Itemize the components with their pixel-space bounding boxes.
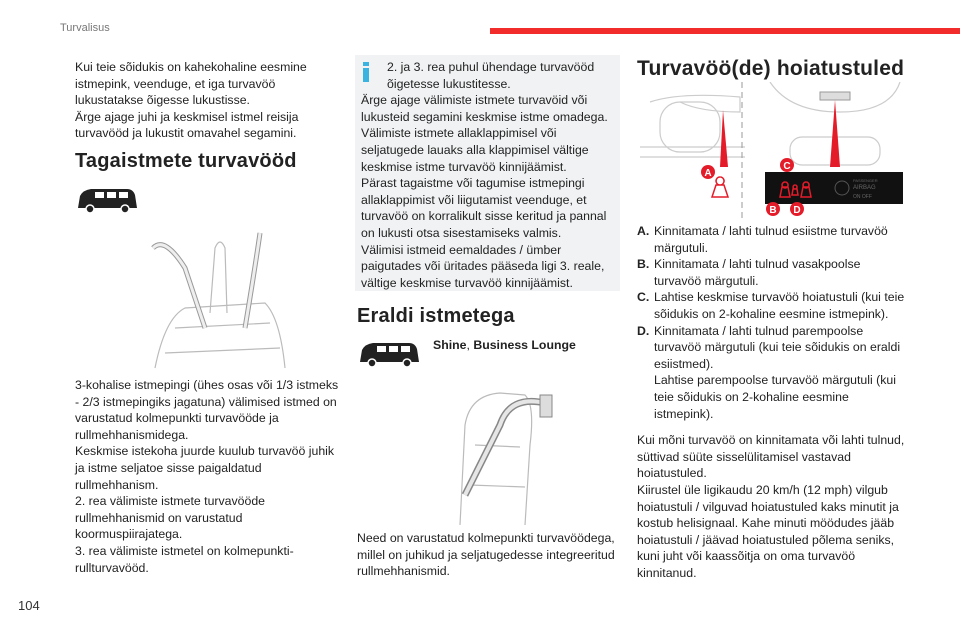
paragraph: Kui teie sõidukis on kahekohaline eesmine istmepink, veenduge, et iga turvavöö lukustatakse õigesse lukustisse.: [75, 60, 307, 108]
panel-label: AIRBAG: [853, 185, 876, 191]
info-text: Ärge ajage välimiste istmete turvavöid või lukusteid segamini keskmise istme omadega.: [361, 93, 608, 124]
legend-list: [637, 223, 907, 422]
paragraph: Ärge ajage juhi ja keskmisel istmel reisija turvavööd ja lukustit omavahel segamini.: [75, 109, 299, 141]
van-icon: [75, 186, 139, 214]
left-body: [75, 377, 343, 576]
left-intro: [75, 59, 340, 142]
list-item: B. Kinnitamata / lahti tulnud vasakpoolse turvavöö märgutuli.: [637, 257, 861, 288]
heading-rear-belts: Tagaistmete turvavööd: [75, 150, 297, 172]
info-text: Pärast tagaistme või tagumise istmepingi allaklappimist või liigutamist veenduge, et turvavöö on korralikult sisse keritud ja pannal on lukusti otsa sisestamiseks valmis.: [361, 176, 607, 240]
paragraph: 2. rea välimiste istmete turvavööde rullmehhanismid on varustatud koormuspiirajatega.: [75, 494, 266, 542]
page-number: 104: [18, 598, 40, 613]
paragraph: Kui mõni turvavöö on kinnitamata või lahti tulnud, süttivad süüte sisselülitamisel vastavad hoiatustuled.: [637, 433, 905, 481]
info-text: 2. ja 3. rea puhul ühendage turvavööd õigetesse lukustitesse.: [387, 60, 595, 91]
section-title: Turvalisus: [60, 22, 110, 34]
list-item: A. Kinnitamata / lahti tulnud esiistme turvavöö märgutuli.: [637, 224, 888, 255]
panel-label: PASSENGER: [853, 178, 878, 183]
paragraph: Keskmise istekoha juurde kuulub turvavöö juhik ja istme seljatoe sisse paigaldatud rullmehhanism.: [75, 444, 335, 492]
version-label: Shine, Business Lounge: [433, 338, 576, 352]
rear-seat-belt-illustration: [145, 228, 290, 373]
van-icon: [357, 340, 421, 368]
list-item: C. Lahtise keskmise turvavöö hoiatustuli (kui teie sõidukis on 2-kohaline eesmine istmepink).: [637, 290, 905, 321]
label-d: D: [793, 205, 801, 216]
label-b: B: [769, 205, 777, 216]
header-bar: [490, 28, 960, 34]
list-item: D. Kinnitamata / lahti tulnud parempoolse turvavöö märgutuli (kui teie sõidukis on eraldi esiistmed). Lahtise parempoolse turvavöö märgutuli (kui teie sõidukis on 2-kohaline eesmine istmepink).: [637, 323, 901, 421]
info-text: Välimisi istmeid eemaldades / ümber paigutades või üritades pääseda ligi 3. reale, vältige keskmise turvavöö kinnijäämist.: [361, 242, 605, 290]
paragraph: 3. rea välimiste istmetel on kolmepunkti-rullturvavööd.: [75, 543, 294, 575]
right-content: [637, 223, 907, 581]
paragraph: 3-kohalise istmepingi (ühes osas või 1/3 istmeks - 2/3 istmepingiks jagatuna) välimised istmed on varustatud kolmepunkti turvavööde ja rullmehhanismidega.: [75, 378, 339, 442]
label-a: A: [704, 168, 712, 179]
middle-body: Need on varustatud kolmepunkti turvavöödega, millel on juhikud ja seljatugedesse integreeritud rullmehhanismid.: [357, 531, 615, 579]
warning-lamps-figure: [640, 82, 905, 222]
info-box: [355, 55, 620, 291]
panel-label: ON OFF: [853, 194, 872, 200]
info-text: Välimiste istmete allaklappimisel või seljatugede lauaks alla klappimisel vältige keskmise istme turvavöö kinnijäämist.: [361, 126, 589, 174]
heading-separate-seats: Eraldi istmetega: [357, 305, 515, 327]
heading-warning-lamps: Turvavöö(de) hoiatustuled: [637, 57, 905, 80]
paragraph: Kiirustel üle ligikaudu 20 km/h (12 mph) vilgub hoiatustuli / vilguvad hoiatustuled kaks minutit ja kostub helisignaal. Kahe minuti möödudes jääb hoiatustuli / jäävad hoiatustuled põlema seniks, kuni juht või kaassõitja on oma turvavöö kinnitanud.: [637, 482, 899, 580]
seat-belt-illustration: [430, 385, 560, 527]
label-c: C: [783, 161, 791, 172]
